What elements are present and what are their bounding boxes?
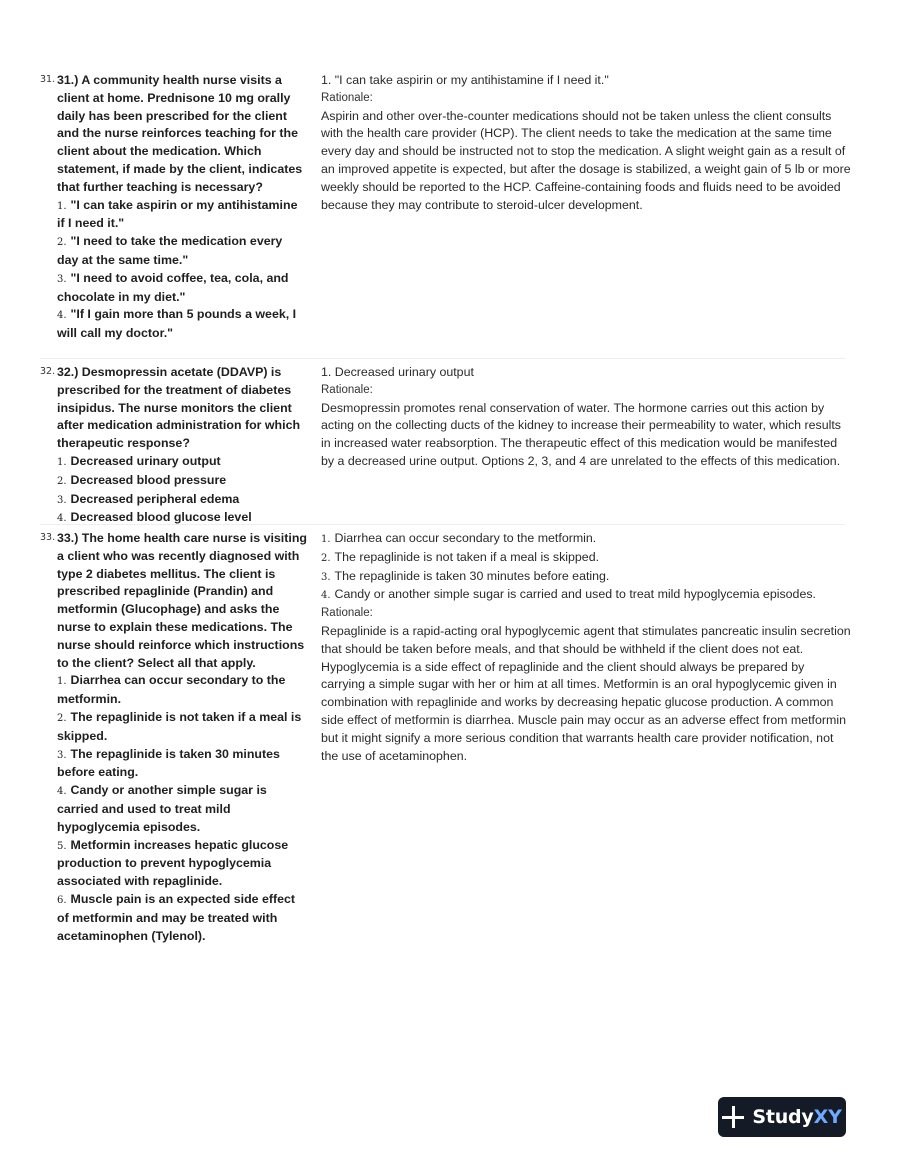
option-item: 5. Metformin increases hepatic glucose production to prevent hypoglycemia associated with repaglinide. [57,837,289,889]
answer-item: 4. Candy or another simple sugar is carried and used to treat mild hypoglycemia episodes. [321,587,816,602]
rationale-text: Desmopressin promotes renal conservation of water. The hormone carries out this action by acting on the collecting ducts of the kidney to increase their permeability to water, which results in increased water reabsorption. The therapeutic effect of this medication would be manifested by a decreased urine output. Options 2, 3, and 4 are unrelated to the effects of this medication. [321,400,841,468]
question-block-31 [40,72,851,359]
rationale-text: Aspirin and other over-the-counter medications should not be taken unless the client consults with the health care provider (HCP). The client needs to take the medication at the same time every day and should be instructed not to stop the medication. A slight weight gain as a result of an improved appetite is expected, but after the dosage is stabilized, a weight gain of 5 lb or more weekly should be reported to the HCP. Caffeine-containing foods and fluids need to be avoided because they may contribute to steroid-ulcer development. [321,108,851,212]
option-item: 4. Candy or another simple sugar is carried and used to treat mild hypoglycemia episodes. [57,783,267,834]
answer-item: 1. Diarrhea can occur secondary to the metformin. [321,531,597,545]
question-column [57,364,307,528]
option-item: 2. Decreased blood pressure [57,472,227,487]
option-item: 1. Decreased urinary output [57,453,221,468]
question-number: 31. [40,74,56,85]
rationale-label: Rationale: [321,91,373,104]
question-number: 33. [40,532,56,543]
answer-column [321,72,851,214]
option-item: 3. Decreased peripheral edema [57,491,240,506]
question-column [57,530,307,945]
option-item: 3. "I need to avoid coffee, tea, cola, and chocolate in my diet." [57,270,289,304]
logo-text: StudyXY [752,1106,842,1128]
answer-item: 1. "I can take aspirin or my antihistamine if I need it." [321,73,609,87]
rationale-label: Rationale: [321,383,373,396]
answer-item: 1. Decreased urinary output [321,365,474,379]
question-block-32 [40,364,845,525]
rationale-text: Repaglinide is a rapid-acting oral hypoglycemic agent that stimulates pancreatic insulin secretion that should be taken before meals, and that should be withheld if the client does not eat. Hypoglycemia is a side effect of repaglinide and the client should always be prepared by carrying a simple sugar with her or him at all times. Metformin is an oral hypoglycemic given in combination with repaglinide and works by decreasing hepatic glucose production. A common side effect of metformin is diarrhea. Muscle pain may occur as an adverse effect from metformin but it might signify a more serious condition that warrants health care provider notification, not the use of acetaminophen. [321,623,851,763]
option-item: 2. The repaglinide is not taken if a meal is skipped. [57,709,302,743]
question-stem: 33.) The home health care nurse is visiting a client who was recently diagnosed with type 2 diabetes mellitus. The client is prescribed repaglinide (Prandin) and metformin (Glucophage) and asks the nurse to explain these medications. The nurse should reinforce which instructions to the client? Select all that apply. [57,531,307,670]
option-item: 1. Diarrhea can occur secondary to the metformin. [57,673,286,707]
question-stem: 31.) A community health nurse visits a client at home. Prednisone 10 mg orally daily has been prescribed for the client and the nurse reinforces teaching for the client about the medication. Which statement, if made by the client, indicates that further teaching is necessary? [57,73,303,194]
answer-item: 3. The repaglinide is taken 30 minutes before eating. [321,568,610,583]
question-stem: 32.) Desmopressin acetate (DDAVP) is prescribed for the treatment of diabetes insipidus. The nurse monitors the client after medication administration for which therapeutic response? [57,365,301,451]
answer-item: 2. The repaglinide is not taken if a meal is skipped. [321,549,600,564]
option-item: 4. Decreased blood glucose level [57,510,252,525]
rationale-label: Rationale: [321,607,373,620]
answer-column [321,364,851,471]
plus-icon [722,1106,744,1128]
option-item: 6. Muscle pain is an expected side effect of metformin and may be treated with acetaminophen (Tylenol). [57,891,296,943]
answer-column [321,530,851,765]
option-item: 1. "I can take aspirin or my antihistamine if I need it." [57,197,298,231]
question-number: 32. [40,366,56,377]
option-item: 2. "I need to take the medication every day at the same time." [57,234,283,267]
question-column [57,72,307,343]
question-block-33 [40,530,851,960]
studyxy-logo[interactable] [718,1097,846,1137]
option-item: 4. "If I gain more than 5 pounds a week, I will call my doctor." [57,307,297,341]
option-item: 3. The repaglinide is taken 30 minutes before eating. [57,746,280,780]
